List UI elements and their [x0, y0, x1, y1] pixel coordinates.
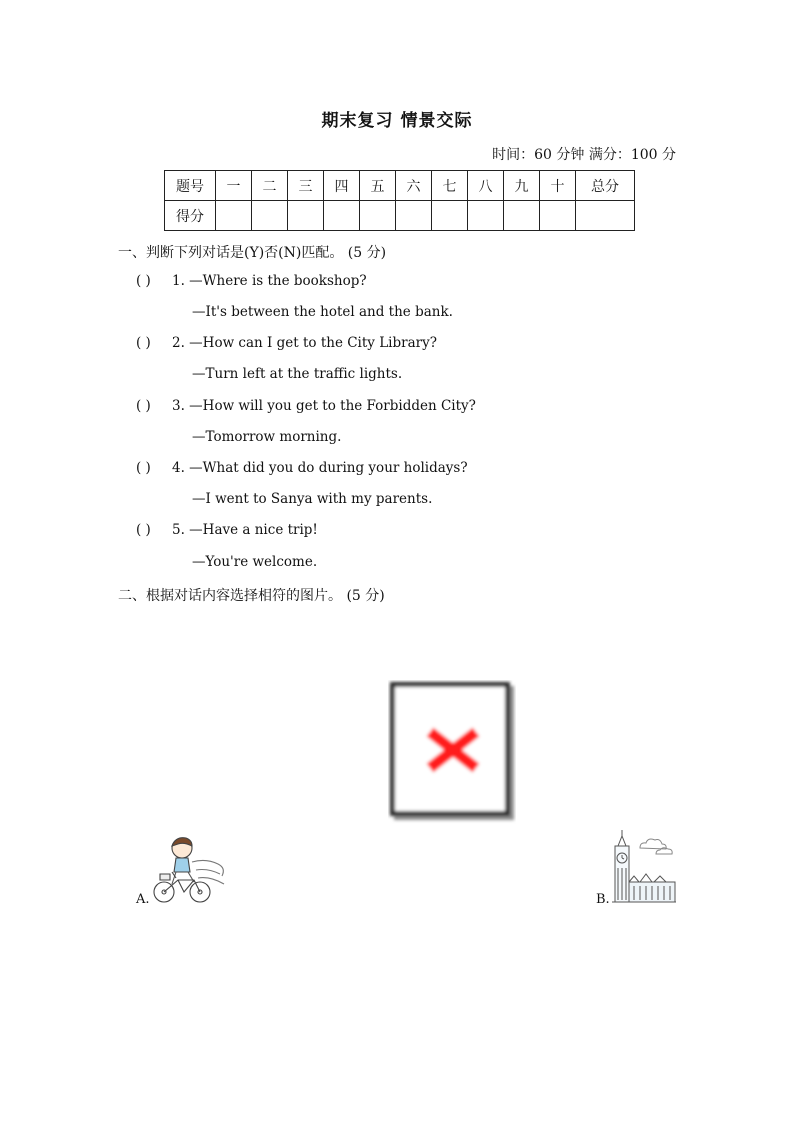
score-input-cell[interactable]: [360, 201, 396, 231]
score-cell: 十: [540, 171, 576, 201]
score-cell: 九: [504, 171, 540, 201]
score-input-cell[interactable]: [216, 201, 252, 231]
score-row-label: 得分: [165, 201, 216, 231]
answer-blank[interactable]: ( ): [136, 398, 151, 414]
option-b-label: B.: [596, 892, 610, 907]
score-cell: 七: [432, 171, 468, 201]
answer-blank[interactable]: ( ): [136, 460, 151, 476]
big-ben-london-illustration: [610, 828, 678, 906]
answer-line: —You're welcome.: [192, 554, 318, 570]
section-1-heading: 一、判断下列对话是(Y)否(N)匹配。 (5 分): [118, 245, 387, 261]
score-cell: 一: [216, 171, 252, 201]
question-line: 5. —Have a nice trip!: [172, 522, 318, 538]
score-cell: 六: [396, 171, 432, 201]
score-table: [164, 170, 635, 231]
question-line: 1. —Where is the bookshop?: [172, 273, 367, 289]
question-line: 3. —How will you get to the Forbidden City?: [172, 398, 476, 414]
score-cell: 五: [360, 171, 396, 201]
answer-line: —Tomorrow morning.: [192, 429, 342, 445]
score-input-cell[interactable]: [432, 201, 468, 231]
score-cell: 三: [288, 171, 324, 201]
answer-line: —It's between the hotel and the bank.: [192, 304, 453, 320]
time-score-info: 时间：60 分钟 满分：100 分: [492, 147, 676, 163]
answer-line: —Turn left at the traffic lights.: [192, 366, 403, 382]
boy-riding-bike-illustration: [150, 832, 230, 906]
question-line: 2. —How can I get to the City Library?: [172, 335, 437, 351]
score-input-cell[interactable]: [288, 201, 324, 231]
score-cell: 八: [468, 171, 504, 201]
score-input-cell[interactable]: [540, 201, 576, 231]
score-input-cell[interactable]: [324, 201, 360, 231]
score-cell: 二: [252, 171, 288, 201]
answer-blank[interactable]: ( ): [136, 273, 151, 289]
broken-image-icon: [388, 680, 516, 826]
answer-blank[interactable]: ( ): [136, 335, 151, 351]
answer-line: —I went to Sanya with my parents.: [192, 491, 433, 507]
score-input-cell[interactable]: [576, 201, 635, 231]
score-cell: 总分: [576, 171, 635, 201]
answer-blank[interactable]: ( ): [136, 522, 151, 538]
score-input-cell[interactable]: [504, 201, 540, 231]
score-table-header-row: [165, 171, 635, 201]
score-input-cell[interactable]: [252, 201, 288, 231]
score-input-cell[interactable]: [468, 201, 504, 231]
score-table-score-row: [165, 201, 635, 231]
page-title: 期末复习 情景交际: [321, 111, 473, 131]
score-cell: 题号: [165, 171, 216, 201]
section-2-heading: 二、根据对话内容选择相符的图片。 (5 分): [118, 588, 385, 604]
score-cell: 四: [324, 171, 360, 201]
option-a-label: A.: [136, 892, 150, 907]
question-line: 4. —What did you do during your holidays?: [172, 460, 468, 476]
score-input-cell[interactable]: [396, 201, 432, 231]
